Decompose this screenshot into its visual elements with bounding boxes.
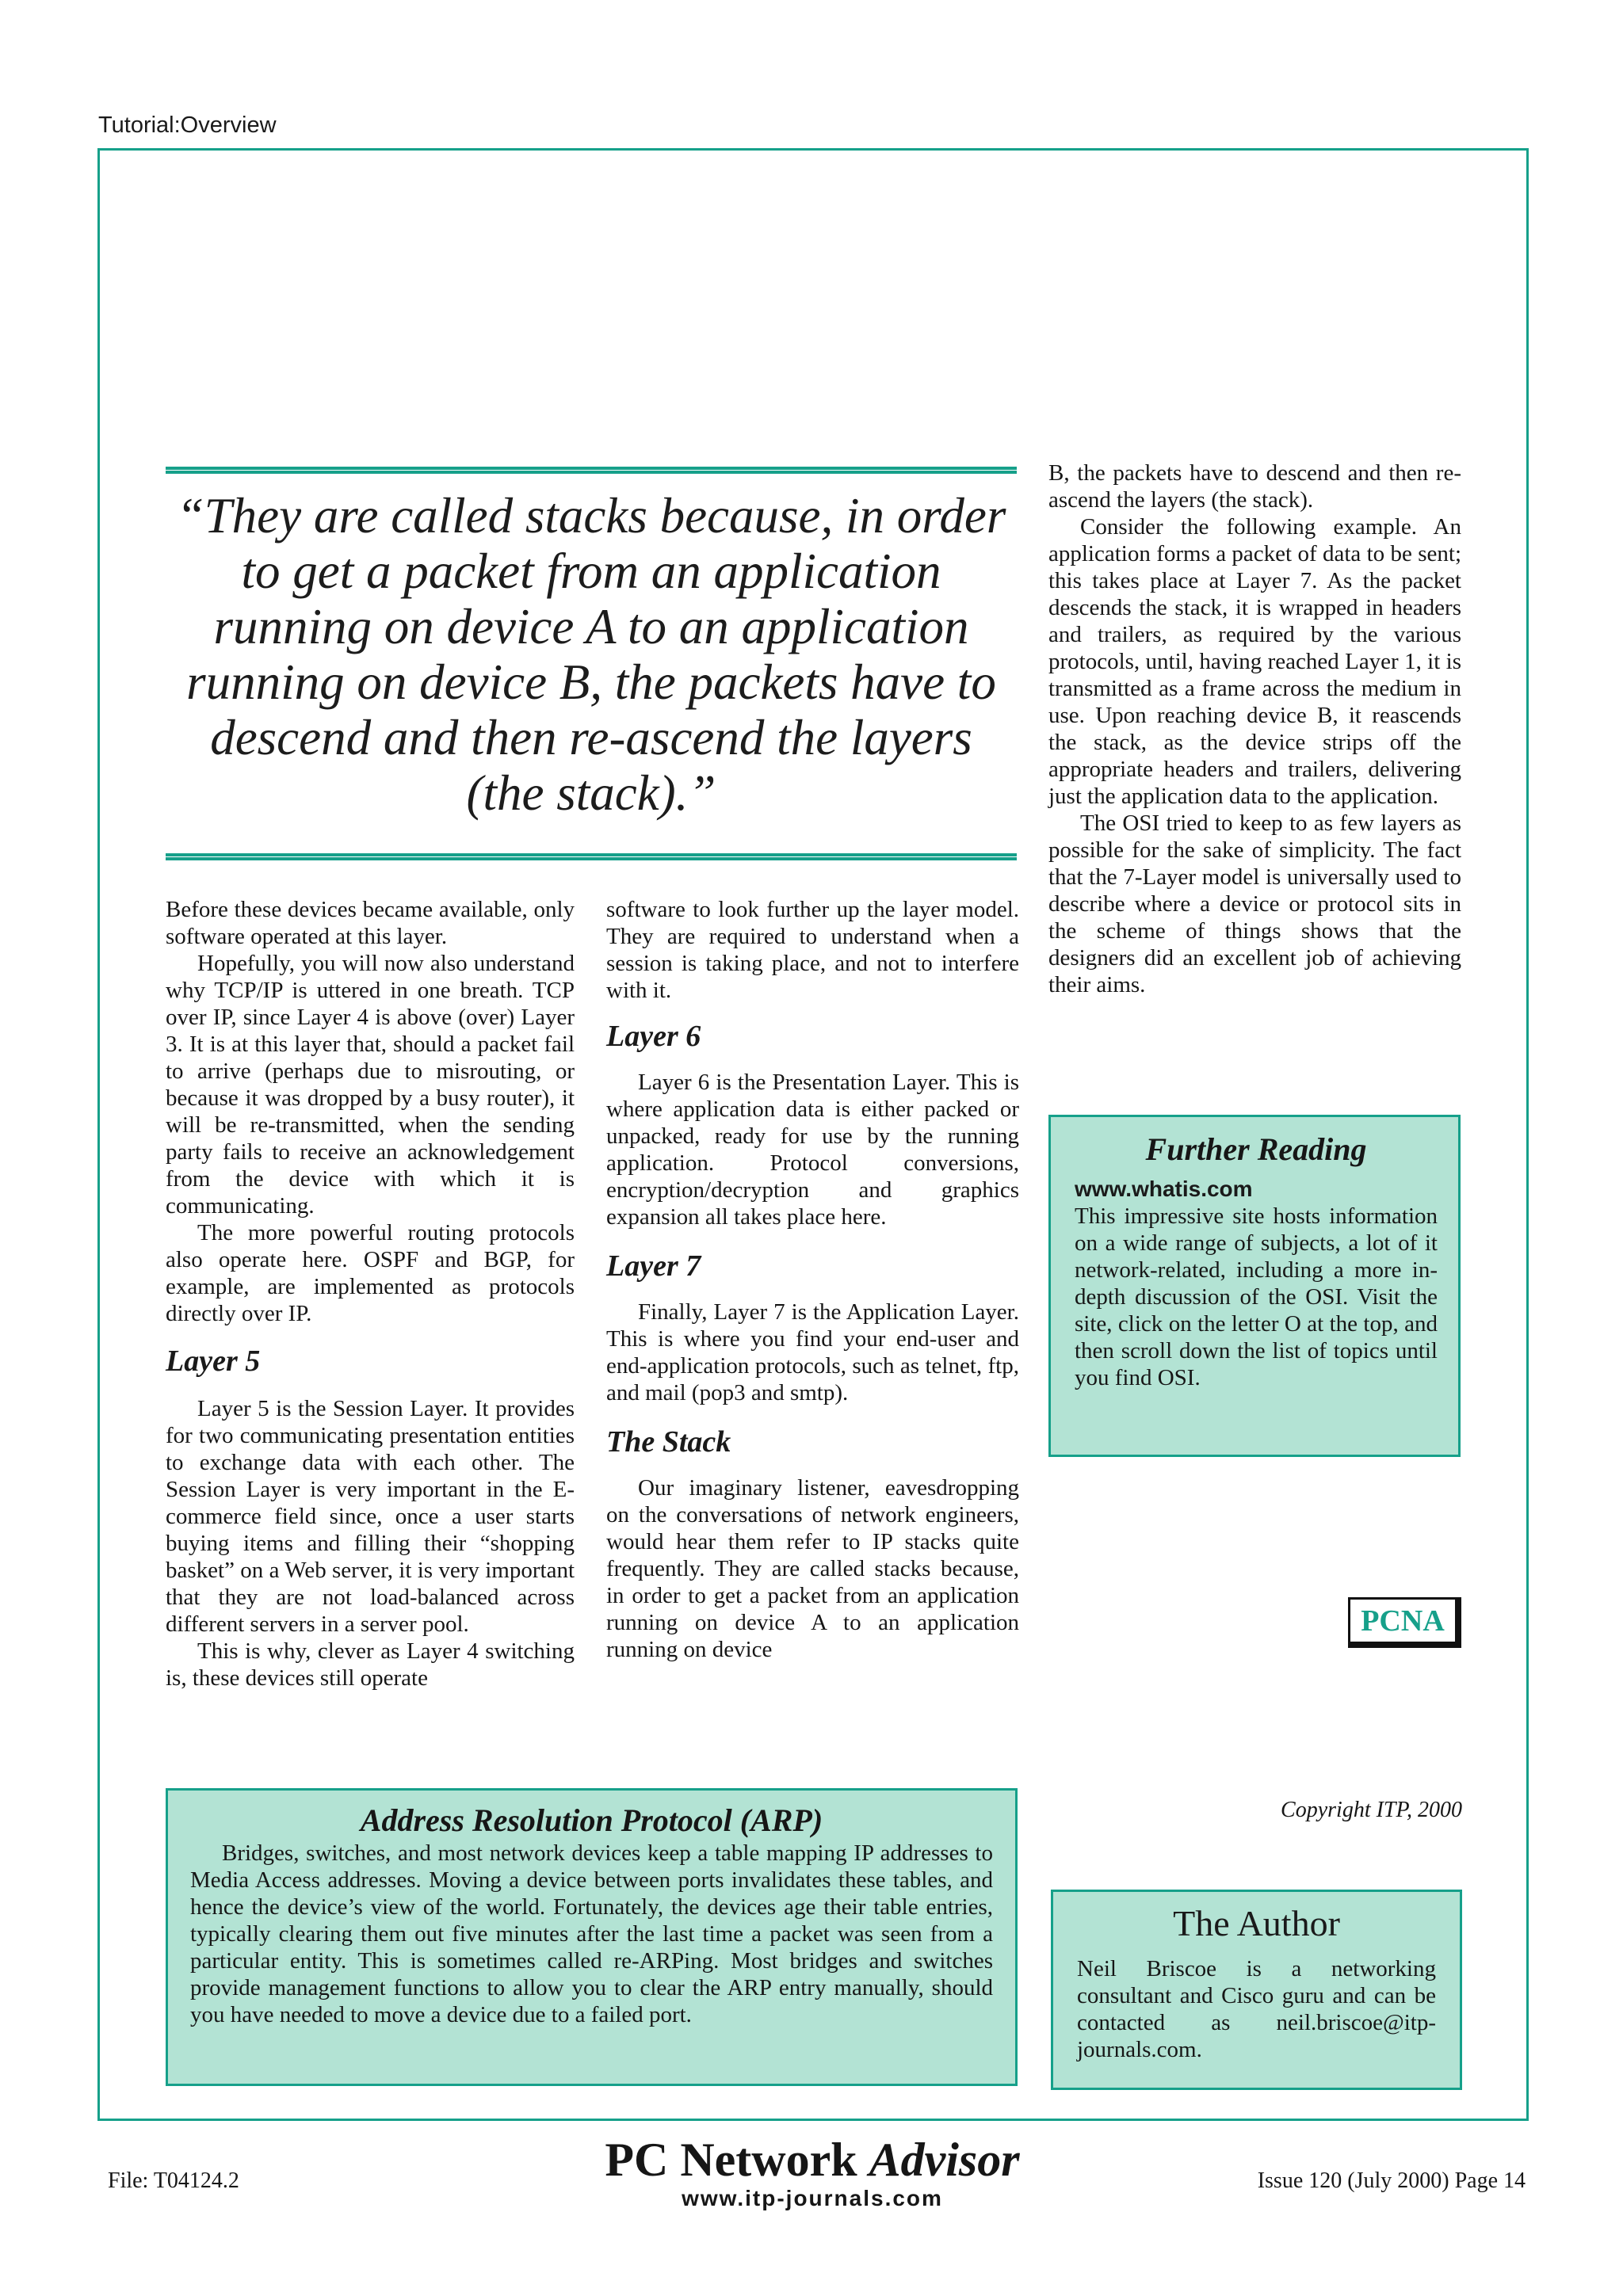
arp-box-title: Address Resolution Protocol (ARP) <box>360 1802 823 1838</box>
paragraph: Hopefully, you will now also understand why TCP/IP is uttered in one breath. TCP over IP, since Layer 4 is above (over) Layer 3. It is at this layer that, should a packet fail to arrive (perhaps due to misrouting, or because it was dropped by a busy router), it will be re-transmitted, when the sending party fails to receive an acknowledgement from the device with which it is communicating. <box>166 951 575 1219</box>
further-reading-link[interactable]: www.whatis.com <box>1075 1177 1253 1201</box>
further-reading-title: Further Reading <box>1145 1131 1367 1167</box>
pcna-logo: PCNA <box>1348 1597 1461 1648</box>
paragraph: Consider the following example. An application forms a packet of data to be sent; this takes place at Layer 7. As the packet descends the stack, it is wrapped in headers and trailers, as required by the various protocols, until, having reached Layer 1, it is transmitted as a frame across the medium in use. Upon reaching device B, it reascends the stack, as the device strips off the appropriate headers and trailers, delivering just the application data to the application. <box>1048 514 1461 809</box>
paragraph: Our imaginary listener, eavesdropping on the conversations of network engineers, would hear them refer to IP stacks quite frequently. They are called stacks because, in order to get a packet from an application running on device A to an application running on device <box>606 1475 1019 1662</box>
pull-quote: “They are called stacks because, in order to get a packet from an application running on device A to an application running on device B, the packets have to descend and then re-ascend the layers (the stack).” <box>176 488 1006 821</box>
paragraph: software to look further up the layer model. They are required to understand when a session is taking place, and not to interfere with it. <box>606 897 1019 1003</box>
quote-rule-top <box>166 467 1017 474</box>
paragraph: B, the packets have to descend and then re-ascend the layers (the stack). <box>1048 460 1461 513</box>
copyright-notice: Copyright ITP, 2000 <box>1281 1798 1462 1822</box>
paragraph: The more powerful routing protocols also operate here. OSPF and BGP, for example, are implemented as protocols directly over IP. <box>166 1220 575 1326</box>
heading-layer-5: Layer 5 <box>166 1344 261 1378</box>
further-reading-box <box>1048 1115 1461 1457</box>
footer-file-id: File: T04124.2 <box>108 2168 239 2193</box>
paragraph: Layer 5 is the Session Layer. It provides for two communicating presentation entities to exchange data with each other. The Session Layer is very important in the E-commerce field since, once a user starts buying items and filling their “shopping basket” on a Web server, it is very important that they are not load-balanced across different servers in a server pool. <box>166 1396 575 1637</box>
arp-box-text: Bridges, switches, and most network devices keep a table mapping IP addresses to Media Access addresses. Moving a device between ports invalidates these tables, and hence the device’s view of the world. Fortunately, the devices age their table entries, typically clearing them out five minutes after the last time a packet was seen from a particular entity. This is sometimes called re-ARPing. Most bridges and switches provide management functions to allow you to clear the ARP entry manually, should you have needed to move a device due to a failed port. <box>190 1840 993 2027</box>
quote-rule-bottom <box>166 853 1017 860</box>
author-box-text: Neil Briscoe is a networking consultant and Cisco guru and can be contacted as neil.briscoe@itp-journals.com. <box>1077 1956 1436 2062</box>
column-1 <box>166 896 575 1691</box>
paragraph: Finally, Layer 7 is the Application Layer. This is where you find your end-user and end-application protocols, such as telnet, ftp, and mail (pop3 and smtp). <box>606 1299 1019 1405</box>
heading-layer-6: Layer 6 <box>606 1020 701 1053</box>
paragraph: Before these devices became available, only software operated at this layer. <box>166 897 575 949</box>
section-header: Tutorial:Overview <box>98 113 277 138</box>
author-box-title: The Author <box>1173 1903 1340 1943</box>
paragraph: Layer 6 is the Presentation Layer. This is where application data is either packed or unpacked, ready for use by the running application. Protocol conversions, encryption/decryption and graphics expansion all takes place here. <box>606 1070 1019 1230</box>
further-reading-text: This impressive site hosts information on a wide range of subjects, a lot of it network-related, including a more in-depth discussion of the OSI. Visit the site, click on the letter O at the top, and then scroll down the list of topics until you find OSI. <box>1075 1203 1438 1390</box>
arp-sidebar-box <box>166 1788 1018 2086</box>
column-2 <box>606 896 1019 1663</box>
footer-brand-main: PC Network <box>605 2134 857 2186</box>
heading-layer-7: Layer 7 <box>606 1249 701 1283</box>
heading-the-stack: The Stack <box>606 1425 731 1459</box>
footer-brand <box>555 2133 1070 2187</box>
paragraph: The OSI tried to keep to as few layers as possible for the sake of simplicity. The fact that the 7-Layer model is universally used to describe where a device or protocol sits in the scheme of things shows that the designers did an excellent job of achieving their aims. <box>1048 810 1461 997</box>
paragraph: This is why, clever as Layer 4 switching is, these devices still operate <box>166 1638 575 1691</box>
author-box <box>1051 1890 1462 2090</box>
footer-brand-italic: Advisor <box>869 2134 1020 2186</box>
footer-url[interactable]: www.itp-journals.com <box>682 2186 943 2210</box>
column-3 <box>1048 460 1461 998</box>
footer-issue-page: Issue 120 (July 2000) Page 14 <box>1257 2168 1526 2193</box>
